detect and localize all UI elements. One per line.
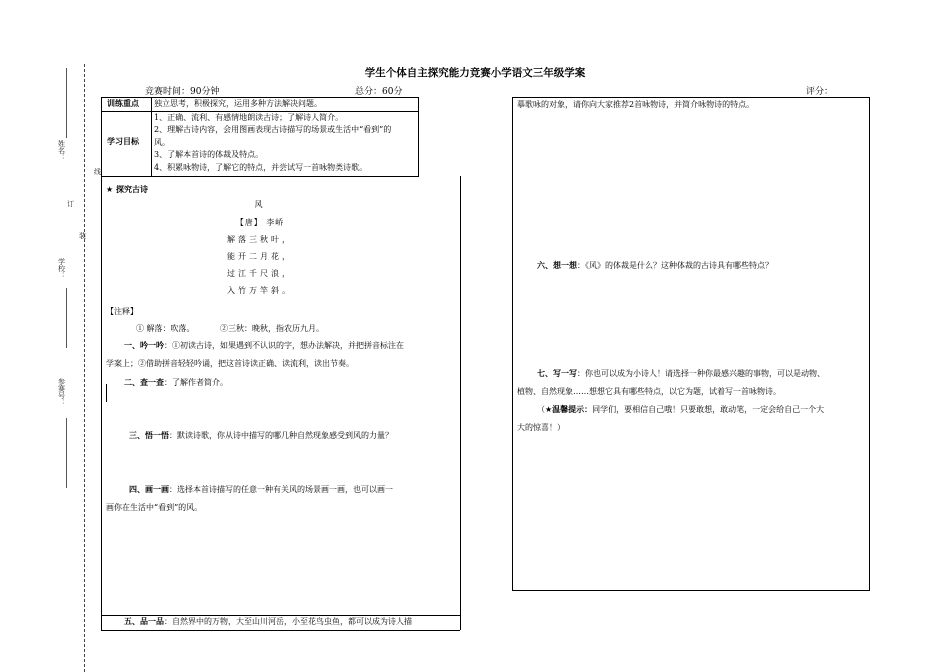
goals-label: 学习目标 xyxy=(107,137,139,146)
step-five-label: 五、品一品 xyxy=(124,617,164,626)
goal-item: 3、了解本首诗的体裁及特点。 xyxy=(154,150,264,160)
step-two-text: ：了解作者简介。 xyxy=(164,378,228,387)
poem-line: 解落三秋叶， xyxy=(227,235,293,244)
step-six-label: 六、想一想 xyxy=(537,261,577,270)
binding-line xyxy=(84,64,85,672)
step-three-text: ：默读诗歌，你从诗中描写的哪几种自然现象感受到风的力量？ xyxy=(169,431,393,440)
step-four-label: 四、画一画 xyxy=(129,485,169,494)
left-top-border xyxy=(101,97,418,98)
text-cursor xyxy=(106,384,107,402)
table-right-border xyxy=(418,97,419,177)
step-four xyxy=(129,482,393,498)
school-label: 学校： xyxy=(57,258,66,279)
total-score: 总分：60分 xyxy=(355,87,403,97)
tip-cont: 大的惊喜！） xyxy=(517,423,565,432)
focus-text: 独立思考，积极探究，运用多种方法解决问题。 xyxy=(154,99,322,108)
step-four-text: ：选择本首诗描写的任意一种有关风的场景画一画，也可以画一 xyxy=(169,485,393,494)
poem-line: 能开二月花， xyxy=(227,252,293,261)
step-five-text: ：自然界中的万物，大至山川河岳，小至花鸟虫鱼，都可以成为诗人描 xyxy=(164,617,412,626)
poem-title: 风 xyxy=(254,200,266,209)
goal-item: 4、积累咏物诗，了解它的特点，并尝试写一首咏物类诗歌。 xyxy=(154,162,368,172)
time-limit: 竞赛时间：90分钟 xyxy=(145,87,220,97)
goals-list xyxy=(154,112,391,174)
page-title: 学生个体自主探究能力竞赛小学语文三年级学案 xyxy=(364,67,586,79)
step-six-text: ：《风》的体裁是什么？这种体裁的古诗具有哪些特点？ xyxy=(577,261,773,270)
tip-paren: （ xyxy=(537,405,545,414)
section-title: ★ 探究古诗 xyxy=(106,185,148,194)
step-one-label: 一、吟一吟 xyxy=(124,341,164,350)
tip-label: ★温馨提示： xyxy=(545,405,593,414)
table-column-divider xyxy=(151,97,152,176)
focus-label: 训练重点 xyxy=(107,99,139,108)
left-right-border xyxy=(460,176,461,630)
step-three-label: 三、悟一悟 xyxy=(129,431,169,440)
step-two-label: 二、查一查 xyxy=(124,378,164,387)
step-one-cont: 学案上；②借助拼音轻轻吟诵，把这首诗读正确、读流利，读出节奏。 xyxy=(106,359,354,368)
step-seven xyxy=(537,366,825,382)
tip-text: 同学们，要相信自己哦！只要敢想，敢动笔，一定会给自己一个大 xyxy=(592,405,825,414)
step-one xyxy=(124,338,404,354)
step-seven-label: 七、写一写 xyxy=(537,369,577,378)
poem-line: 过江千尺浪， xyxy=(227,269,293,278)
poem-line: 入竹万竿斜。 xyxy=(227,286,293,295)
goal-item: 2、理解古诗内容，会用图画表现古诗描写的场景或生活中“看到”的 xyxy=(154,125,392,135)
step-two xyxy=(124,375,228,391)
binding-char-order: 订 xyxy=(66,200,75,207)
binding-char-bind: 装 xyxy=(78,232,87,239)
goal-item: 1、正确、流利、有感情地朗读古诗；了解诗人简介。 xyxy=(154,113,344,122)
poem-author: 【唐】 李峤 xyxy=(235,218,285,227)
binding-char-line: 线 xyxy=(93,168,102,175)
notes-text: ① 解落：吹落。 ②三秋：晚秋，指农历九月。 xyxy=(136,324,324,333)
step-four-cont: 画你在生活中“看到”的风。 xyxy=(106,503,203,512)
right-answer-box[interactable] xyxy=(512,97,870,591)
step-five xyxy=(124,614,412,630)
left-bottom-border xyxy=(101,630,460,631)
goal-item: 风。 xyxy=(154,137,170,147)
step-one-text: ：①初读古诗，如果遇到不认识的字，想办法解决，并把拼音标注在 xyxy=(164,341,404,350)
name-label: 姓名： xyxy=(57,140,66,161)
table-bottom-border xyxy=(101,176,418,177)
step-seven-cont: 植物、自然现象……想想它具有哪些特点，以它为题，试着写一首咏物诗。 xyxy=(517,387,781,396)
school-blank[interactable] xyxy=(66,288,67,348)
number-label: 参赛号： xyxy=(57,378,66,406)
step-five-cont: 摹歌咏的对象，请你向大家推荐2首咏物诗，并简介咏物诗的特点。 xyxy=(517,100,755,109)
step-seven-text: ：你也可以成为小诗人！请选择一种你最感兴趣的事物，可以是动物、 xyxy=(577,369,825,378)
step-six xyxy=(537,258,773,274)
tip xyxy=(537,402,824,418)
score-field[interactable]: 评分： xyxy=(806,87,834,97)
number-blank[interactable] xyxy=(66,418,67,488)
notes-label: 【注释】 xyxy=(106,307,138,316)
step-three xyxy=(129,428,393,444)
